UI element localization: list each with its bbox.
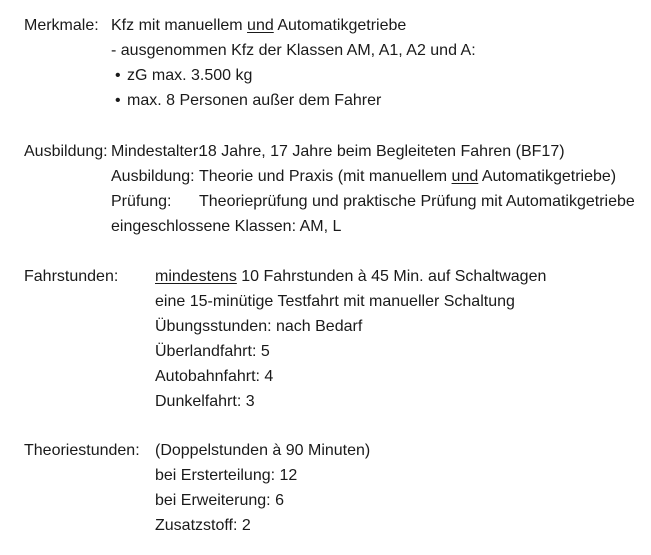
fahrstunden-line: Dunkelfahrt: 3 <box>155 393 255 410</box>
mindestalter-value: 18 Jahre, 17 Jahre beim Begleiteten Fahren (BF17) <box>199 143 565 160</box>
merkmale-line-2: - ausgenommen Kfz der Klassen AM, A1, A2 und A: <box>111 42 476 59</box>
merkmale-bullet-item <box>115 92 381 110</box>
ausbildung-value: Automatikgetriebe) <box>478 168 617 185</box>
theoriestunden-line: (Doppelstunden à 90 Minuten) <box>155 442 371 459</box>
merkmale-bullet-item <box>115 67 252 85</box>
bullet-text: max. 8 Personen außer dem Fahrer <box>127 92 382 109</box>
ausbildung-value: Theorie und Praxis (mit manuellem <box>199 168 452 185</box>
theoriestunden-line: Zusatzstoff: 2 <box>155 517 251 534</box>
bullet-icon: • <box>115 92 121 109</box>
fahrstunden-line <box>155 268 546 286</box>
bullet-text: zG max. 3.500 kg <box>127 67 253 84</box>
fahrstunden-label: Fahrstunden: <box>24 268 119 285</box>
theoriestunden-line: bei Ersterteilung: 12 <box>155 467 298 484</box>
merkmale-text: Kfz mit manuellem <box>111 17 248 34</box>
theoriestunden-line: bei Erweiterung: 6 <box>155 492 284 509</box>
fahrstunden-line: Überlandfahrt: 5 <box>155 343 270 360</box>
merkmale-line-1 <box>111 17 406 35</box>
eingeschlossene-klassen: eingeschlossene Klassen: AM, L <box>111 218 342 235</box>
fahrstunden-line: Autobahnfahrt: 4 <box>155 368 274 385</box>
fahrstunden-text: 10 Fahrstunden à 45 Min. auf Schaltwagen <box>236 268 547 285</box>
merkmale-underlined: und <box>247 17 274 34</box>
pruefung-key: Prüfung: <box>111 193 172 210</box>
pruefung-value: Theorieprüfung und praktische Prüfung mit Automatikgetriebe <box>199 193 635 210</box>
ausbildung-key: Ausbildung: <box>111 168 195 185</box>
mindestalter-key: Mindestalter: <box>111 143 203 160</box>
fahrstunden-underlined: mindestens <box>155 268 237 285</box>
mindestalter-row <box>111 143 565 161</box>
theoriestunden-label: Theoriestunden: <box>24 442 140 459</box>
merkmale-text: Automatikgetriebe <box>273 17 407 34</box>
fahrstunden-line: eine 15-minütige Testfahrt mit manueller Schaltung <box>155 293 515 310</box>
pruefung-row <box>111 193 635 211</box>
merkmale-label: Merkmale: <box>24 17 99 34</box>
fahrstunden-line: Übungsstunden: nach Bedarf <box>155 318 363 335</box>
ausbildung-label: Ausbildung: <box>24 143 108 160</box>
ausbildung-row <box>111 168 616 186</box>
ausbildung-underlined: und <box>451 168 479 185</box>
bullet-icon: • <box>115 67 121 84</box>
